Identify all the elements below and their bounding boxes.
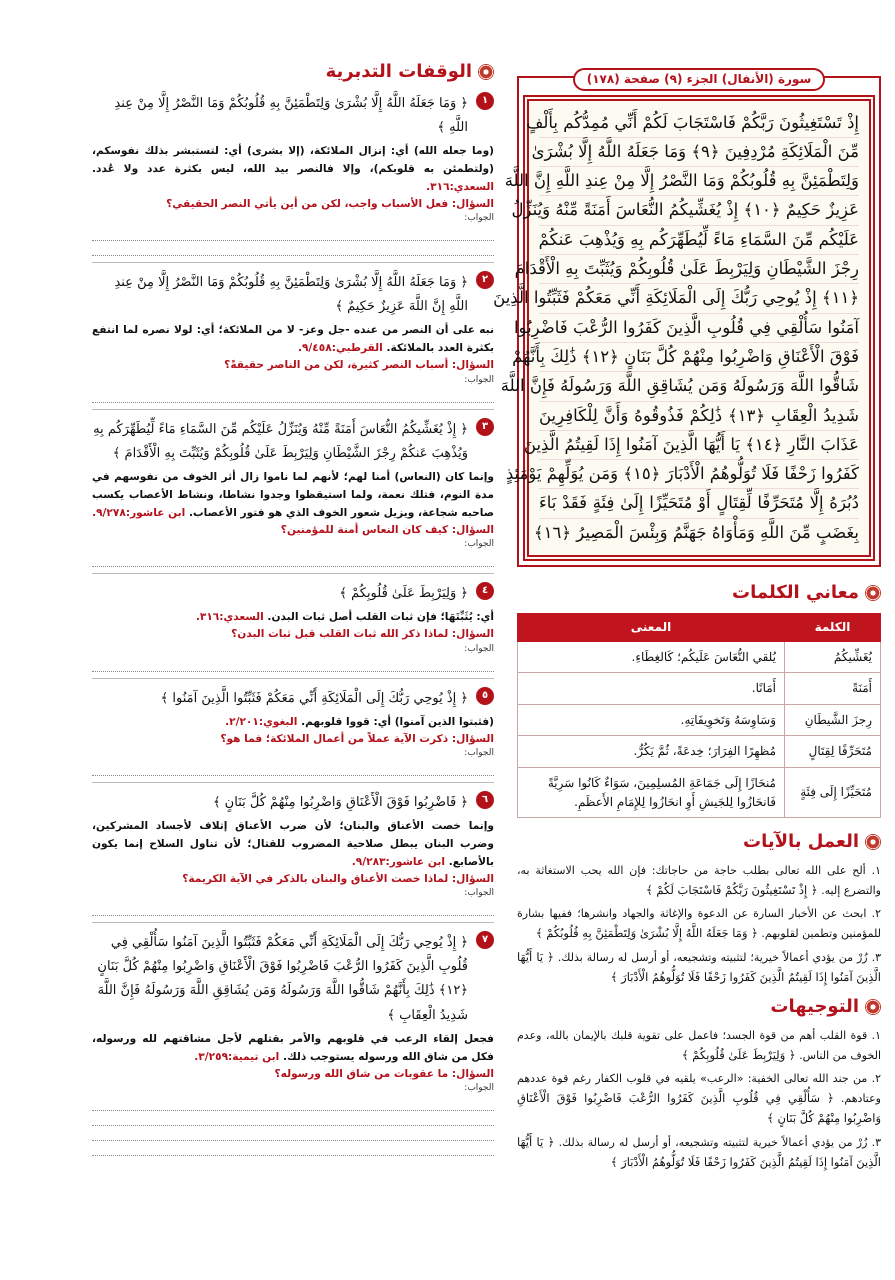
table-row [518, 673, 881, 705]
work-item: ١. ألح على الله تعالى بطلب حاجة من حاجاتك: فإن الله يحب الاستغاثة به، والتضرع إليه. ﴿ إِذْ تَسْتَغِيثُونَ رَبَّكُمْ فَاسْتَجَابَ لَكُمْ ﴾ [517, 863, 881, 897]
divider [92, 922, 494, 923]
item-explanation: نبه على أن النصر من عنده -جل وعز- لا من الملائكة؛ أي: لولا نصره لما انتفع بكثرة العدد بالملائكة. القرطبي:٩/٤٥٨. [92, 324, 494, 355]
flower-icon [865, 834, 881, 850]
item-explanation: (فثبتوا الذين آمنوا) أي: قووا قلوبهم. البغوي:٢/٢٠١. [225, 715, 494, 728]
item-verse: ﴿ إِذْ يُوحِي رَبُّكَ إِلَى الْمَلَائِكَةِ أَنِّي مَعَكُمْ فَثَبِّتُوا الَّذِينَ آمَنُوا ﴾ [160, 690, 468, 706]
word-cell: رِجزَ الشَّيطَانِ [785, 704, 881, 736]
work-section-title: العمل بالآيات [517, 828, 881, 856]
answer-line[interactable] [92, 1126, 494, 1141]
table-header-row [518, 613, 881, 641]
item-question: السؤال: ذكرت الآية عملاً من أعمال الملائكة؛ فما هو؟ [220, 732, 494, 745]
divider [92, 573, 494, 574]
header-word: الكلمة [785, 613, 881, 641]
quran-line: دُبُرَهُ إِلَّا مُتَحَرِّفًا لِّقِتَالٍ أَوْ مُتَحَيِّزًا إِلَىٰ فِئَةٍ فَقَدْ بَاءَ [539, 489, 859, 518]
work-item: ٣. زُرْ من يؤدي أعمالاً خيرية؛ لتثبيته وتشجيعه، أو أرسل له رسالة بذلك. ﴿ يَا أَيُّهَا الَّذِينَ آمَنُوا إِذَا لَقِيتُمُ الَّذِينَ كَفَرُوا زَحْفًا فَلَا تُوَلُّوهُمُ الْأَدْبَارَ ﴾ [517, 949, 881, 984]
table-row [518, 641, 881, 673]
meaning-cell: يُلقي النُّعَاسَ عَلَيكُم؛ كَالغِطَاءِ. [518, 641, 785, 673]
item-number: ٧ [476, 931, 494, 949]
tadabbur-item [92, 931, 494, 1156]
guide-list [517, 1027, 881, 1172]
answer-line[interactable] [92, 388, 494, 403]
item-number: ٦ [476, 791, 494, 809]
quran-line: رِجْزَ الشَّيْطَانِ وَلِيَرْبِطَ عَلَىٰ قُلُوبِكُمْ وَيُثَبِّتَ بِهِ الْأَقْدَامَ [539, 255, 859, 284]
item-verse: ﴿ إِذْ يُوحِي رَبُّكَ إِلَى الْمَلَائِكَةِ أَنِّي مَعَكُمْ فَثَبِّتُوا الَّذِينَ آمَنُوا سَأُلْقِي فِي قُلُوبِ الَّذِينَ كَفَرُوا الرُّعْبَ فَاضْرِبُوا فَوْقَ الْأَعْنَاقِ وَاضْرِبُوا مِنْهُمْ كُلَّ بَنَانٍ ﴿١٢﴾ ذَٰلِكَ بِأَنَّهُمْ شَاقُّوا اللَّهَ وَرَسُولَهُ وَمَن يُشَاقِقِ اللَّهَ وَرَسُولَهُ فَإِنَّ اللَّهَ شَدِيدُ الْعِقَابِ ﴾ [97, 935, 468, 1023]
quran-line: إِذْ تَسْتَغِيثُونَ رَبَّكُمْ فَاسْتَجَابَ لَكُمْ أَنِّي مُمِدُّكُم بِأَلْفٍ [539, 109, 859, 138]
answer-line[interactable] [92, 226, 494, 241]
item-question: السؤال: أسباب النصر كثيرة، لكن من الناصر حقيقةً؟ [224, 359, 494, 372]
flower-icon [865, 585, 881, 601]
divider [92, 262, 494, 263]
answer-label: الجواب: [464, 213, 494, 224]
answer-line[interactable] [92, 657, 494, 672]
table-row [518, 736, 881, 768]
quran-text [493, 95, 875, 561]
item-question: السؤال: ما عقوبات من شاق الله ورسوله؟ [274, 1067, 494, 1080]
word-cell: مُتَحَيِّزًا إِلَى فِئَةٍ [785, 767, 881, 817]
answer-line[interactable] [92, 1141, 494, 1156]
tadabbur-item [92, 271, 494, 409]
table-row [518, 767, 881, 817]
tadabbur-item [92, 418, 494, 574]
meaning-cell: أَمَانًا. [518, 673, 785, 705]
word-cell: مُتَحَرِّفًا لِقِتَالٍ [785, 736, 881, 768]
tadabbur-item [92, 582, 494, 678]
quran-line: فَوْقَ الْأَعْنَاقِ وَاضْرِبُوا مِنْهُمْ كُلَّ بَنَانٍ ﴿١٢﴾ ذَٰلِكَ بِأَنَّهُمْ [539, 343, 859, 372]
item-verse: ﴿ إِذْ يُغَشِّيكُمُ النُّعَاسَ أَمَنَةً مِّنْهُ وَيُنَزِّلُ عَلَيْكُم مِّنَ السَّمَاءِ مَاءً لِّيُطَهِّرَكُم بِهِ وَيُذْهِبَ عَنكُمْ رِجْزَ الشَّيْطَانِ وَلِيَرْبِطَ عَلَىٰ قُلُوبِكُمْ وَيُثَبِّتَ بِهِ الْأَقْدَامَ ﴾ [93, 421, 468, 461]
quran-line: آمَنُوا سَأُلْقِي فِي قُلُوبِ الَّذِينَ كَفَرُوا الرُّعْبَ فَاضْرِبُوا [539, 314, 859, 343]
surah-info: سورة (الأنفال) الجزء (٩) صفحة (١٧٨) [573, 68, 826, 91]
word-cell: يُغَشِّيكُمُ [785, 641, 881, 673]
item-verse: ﴿ فَاضْرِبُوا فَوْقَ الْأَعْنَاقِ وَاضْرِبُوا مِنْهُمْ كُلَّ بَنَانٍ ﴾ [212, 794, 468, 810]
answer-label: الجواب: [464, 374, 494, 385]
guide-item: ١. قوة القلب أهم من قوة الجسد؛ فاعمل على تقوية قلبك بالإيمان بالله، وعدم الخوف من الناس. ﴿ وَلِيَرْبِطَ عَلَىٰ قُلُوبِكُمْ ﴾ [517, 1029, 881, 1063]
answer-line[interactable] [92, 761, 494, 776]
answer-label: الجواب: [464, 539, 494, 550]
quran-line: شَاقُّوا اللَّهَ وَرَسُولَهُ وَمَن يُشَاقِقِ اللَّهَ وَرَسُولَهُ فَإِنَّ اللَّهَ [539, 372, 859, 401]
quran-line: عَزِيزٌ حَكِيمٌ ﴿١٠﴾ إِذْ يُغَشِّيكُمُ النُّعَاسَ أَمَنَةً مِّنْهُ وَيُنَزِّلُ [539, 196, 859, 225]
guide-item: ٣. زُرْ من يؤدي أعمالاً خيرية لتثبيته وتشجيعه، أو أرسل له رسالة بذلك. ﴿ يَا أَيُّهَا الَّذِينَ آمَنُوا إِذَا لَقِيتُمُ الَّذِينَ كَفَرُوا زَحْفًا فَلَا تُوَلُّوهُمُ الْأَدْبَارَ ﴾ [517, 1134, 882, 1169]
source-ref: السعدي:٣١٦. [195, 611, 264, 624]
item-question: السؤال: لماذا خصت الأعناق والبنان بالذكر في الآية الكريمة؟ [182, 873, 494, 886]
tadabbur-item [92, 687, 494, 783]
mushaf-header [523, 68, 875, 91]
left-column [92, 58, 494, 1164]
answer-line[interactable] [92, 1096, 494, 1111]
answer-line[interactable] [92, 901, 494, 916]
words-table [517, 613, 881, 818]
quran-line: عَلَيْكُم مِّنَ السَّمَاءِ مَاءً لِّيُطَهِّرَكُم بِهِ وَيُذْهِبَ عَنكُمْ [539, 226, 859, 255]
quran-line: شَدِيدُ الْعِقَابِ ﴿١٣﴾ ذَٰلِكُمْ فَذُوقُوهُ وَأَنَّ لِلْكَافِرِينَ [539, 402, 859, 431]
guide-section-title: التوجيهات [517, 993, 881, 1021]
divider [92, 678, 494, 679]
item-number: ١ [476, 92, 494, 110]
item-explanation: أي: يُثَبِّتَهَا؛ فإن ثبات القلب أصل ثبات البدن. السعدي:٣١٦. [195, 611, 494, 624]
meaning-cell: مُنحَازًا إِلَى جَمَاعَةِ المُسلِمِينَ، سَوَاءٌ كَانُوا سَرِيَّةً فَانحَازُوا لِلجَيشِ أَوِ انحَازُوا لِلإِمَامِ الأَعظَمِ. [518, 767, 785, 817]
divider [92, 409, 494, 410]
answer-line[interactable] [92, 552, 494, 567]
flower-icon [865, 999, 881, 1015]
item-question: السؤال: فعل الأسباب واجب، لكن من أين يأتي النصر الحقيقي؟ [166, 197, 494, 210]
source-ref: البغوي:٢/٢٠١. [225, 715, 298, 728]
flower-icon [478, 64, 494, 80]
divider [92, 782, 494, 783]
header-meaning: المعنى [518, 613, 785, 641]
answer-label: الجواب: [464, 748, 494, 759]
quran-line: مِّنَ الْمَلَائِكَةِ مُرْدِفِينَ ﴿٩﴾ وَمَا جَعَلَهُ اللَّهُ إِلَّا بُشْرَىٰ [539, 138, 859, 167]
item-explanation: (وما جعله الله) أي: إنزال الملائكة، (إلا بشرى) أي: لتستبشر بذلك نفوسكم، (ولتطمئن به قلوبكم)، وإلا فالنصر بيد الله، ليس بكثرة عدد ولا عُدد. السعدي:٣١٦. [92, 144, 494, 193]
quran-line: عَذَابَ النَّارِ ﴿١٤﴾ يَا أَيُّهَا الَّذِينَ آمَنُوا إِذَا لَقِيتُمُ الَّذِينَ [539, 431, 859, 460]
quran-line: ﴿١١﴾ إِذْ يُوحِي رَبُّكَ إِلَى الْمَلَائِكَةِ أَنِّي مَعَكُمْ فَثَبِّتُوا الَّذِينَ [539, 284, 859, 313]
answer-label: الجواب: [464, 888, 494, 899]
table-row [518, 704, 881, 736]
item-verse: ﴿ وَمَا جَعَلَهُ اللَّهُ إِلَّا بُشْرَىٰ وَلِتَطْمَئِنَّ بِهِ قُلُوبُكُمْ وَمَا النَّصْرُ إِلَّا مِنْ عِندِ اللَّهِ إِنَّ اللَّهَ عَزِيزٌ حَكِيمٌ ﴾ [114, 275, 468, 315]
item-verse: ﴿ وَمَا جَعَلَهُ اللَّهُ إِلَّا بُشْرَىٰ وَلِتَطْمَئِنَّ بِهِ قُلُوبُكُمْ وَمَا النَّصْرُ إِلَّا مِنْ عِندِ اللَّهِ ﴾ [114, 95, 468, 135]
answer-label: الجواب: [464, 1082, 494, 1093]
quran-line: وَلِتَطْمَئِنَّ بِهِ قُلُوبُكُمْ وَمَا النَّصْرُ إِلَّا مِنْ عِندِ اللَّهِ إِنَّ اللَّهَ [539, 167, 859, 196]
word-cell: أَمَنَةً [785, 673, 881, 705]
source-ref: السعدي:٣١٦. [426, 180, 494, 193]
meaning-cell: مُظهِرًا الفِرَارَ؛ خِدعَةً، ثُمَّ يَكُرُّ. [518, 736, 785, 768]
item-explanation: فجعل إلقاء الرعب في قلوبهم والأمر بقتلهم لأجل مشاقتهم لله ورسوله، فكل من شاق الله ورسوله يستوجب ذلك. ابن تيمية:٣/٢٥٩. [92, 1032, 494, 1063]
tadabbur-item [92, 791, 494, 923]
guide-item: ٢. من جند الله تعالى الخفية: «الرعب» يلقيه في قلوب الكفار رغم قوة عددهم وعتادهم. ﴿ سَأُلْقِي فِي قُلُوبِ الَّذِينَ كَفَرُوا الرُّعْبَ فَاضْرِبُوا فَوْقَ الْأَعْنَاقِ وَاضْرِبُوا مِنْهُمْ كُلَّ بَنَانٍ ﴾ [517, 1072, 881, 1125]
source-ref: ابن عاشور:٩/٢٨٣. [351, 856, 445, 869]
quran-line: كَفَرُوا زَحْفًا فَلَا تُوَلُّوهُمُ الْأَدْبَارَ ﴿١٥﴾ وَمَن يُوَلِّهِمْ يَوْمَئِذٍ [539, 460, 859, 489]
words-section-title: معاني الكلمات [517, 579, 881, 607]
item-question: السؤال: لماذا ذكر الله ثبات القلب قبل ثبات البدن؟ [231, 628, 494, 641]
item-number: ٤ [476, 582, 494, 600]
work-list [517, 862, 881, 987]
right-column [493, 58, 882, 1177]
item-question: السؤال: كيف كان النعاس أمنة للمؤمنين؟ [280, 523, 494, 536]
tadabbur-item [92, 92, 494, 263]
answer-label: الجواب: [464, 643, 494, 654]
item-verse: ﴿ وَلِيَرْبِطَ عَلَىٰ قُلُوبِكُمْ ﴾ [339, 586, 468, 602]
tadabbur-title: الوقفات التدبرية [92, 58, 494, 86]
item-number: ٣ [476, 418, 494, 436]
source-ref: ابن عاشور:٩/٢٧٨. [92, 506, 186, 519]
mushaf-page [493, 72, 881, 567]
item-explanation: وإنما كان (النعاس) أمنا لهم؛ لأنهم لما ناموا زال أثر الخوف من نفوسهم في مدة النوم، فتلك نعمة، ولما استيقظوا وجدوا نشاطا، ونشاط الأعصاب يكسب صاحبه شجاعة، ويزيل شعور الخوف الذي هو فتور الأعصاب. ابن عاشور:٩/٢٧٨. [92, 470, 494, 519]
answer-line[interactable] [92, 1111, 494, 1126]
source-ref: ابن تيمية:٣/٢٥٩. [194, 1050, 280, 1063]
work-item: ٢. ابحث عن الأخبار السارة عن الدعوة والإغاثة والجهاد وانشرها؛ ففيها بشارة للمؤمنين وتطمين لقلوبهم. ﴿ وَمَا جَعَلَهُ اللَّهُ إِلَّا بُشْرَىٰ وَلِتَطْمَئِنَّ بِهِ قُلُوبُكُمْ ﴾ [517, 906, 881, 940]
item-explanation: وإنما خصت الأعناق والبنان؛ لأن ضرب الأعناق إتلاف لأجساد المشركين، وضرب البنان يبطل صلاحية المضروب للقتال؛ لأن تناول السلاح إنما يكون بالأصابع. ابن عاشور:٩/٢٨٣. [92, 820, 494, 869]
meaning-cell: وَسَاوِسَهُ وَتَخوِيفَاتِهِ. [518, 704, 785, 736]
quran-line: بِغَضَبٍ مِّنَ اللَّهِ وَمَأْوَاهُ جَهَنَّمُ وَبِئْسَ الْمَصِيرُ ﴿١٦﴾ [533, 522, 859, 542]
item-number: ٢ [476, 271, 494, 289]
source-ref: القرطبي:٩/٤٥٨. [297, 342, 383, 355]
answer-line[interactable] [92, 241, 494, 256]
item-number: ٥ [476, 687, 494, 705]
